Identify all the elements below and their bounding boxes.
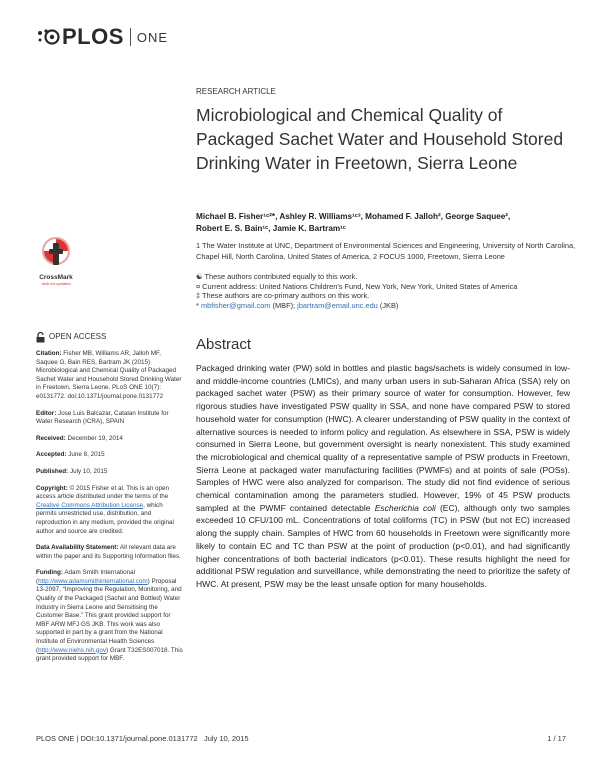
article-type: RESEARCH ARTICLE [196,87,276,96]
footer-journal: PLOS ONE [36,734,75,743]
author-list [196,211,576,235]
note-coprimary: ‡ These authors are co-primary authors on this work. [196,291,370,301]
note-current-address: ¤ Current address: United Nations Children's Fund, New York, New York, United States of America [196,281,518,291]
authors-line-2: Robert E. S. Bain¹ᶜ, Jamie K. Bartram¹ᶜ [196,224,346,233]
equal-mark-icon: ☯ [196,272,205,281]
license-link[interactable]: Creative Commons Attribution License [36,501,144,509]
plos-wordmark [36,24,124,50]
footer-doi: DOI:10.1371/journal.pone.0131772 [80,734,198,743]
abstract-body: Packaged drinking water (PW) sold in bottles and plastic bags/sachets is widely consumed in low- and middle-income countries (LMICs), and many urban users in sub-Saharan Africa (SSA) rely on packaged sachet water (PSW) as their primary source of water for consumption. However, few rigorous studies have investigated PSW quality in SSA, and none have compared PSW to stored household water for consumption (HWC). A clearer understanding of PSW quality in the context of alternative sources is needed to inform policy and regulation. As elsewhere in SSA, PSW is widely consumed in Sierra Leone, but government oversight is nearly nonexistent. This study examined the microbiological and chemical quality of a representative sample of PSW products in Freetown, Sierra Leone at packaged water manufacturing facilities (PWMFs) and at points of sale (POSs). Samples of HWC were also analyzed for comparison. The study did not find evidence of serious chemical contamination among the parameters studied. However, 19% of 45 PSW products sampled at the PWMF contained detectable Escherichia coli (EC), although only two samples exceeded 10 CFU/100 mL. Concentrations of total coliforms (TC) in PSW (but not EC) increased along the supply chain. Samples of HWC from 60 households in Freetown were significantly more likely to contain EC and TC than PSW at the point of production (p<0.01), and had significantly higher concentrations of both bacterial indicators (p<0.01). These results highlight the need for additional PSW regulation and surveillance, while demonstrating the need to prioritize the safety of HWC. At present, PSW may be the least unsafe option for many households. [196,363,570,589]
email-link-2[interactable]: jbartram@email.unc.edu [297,300,378,310]
note-equal-contribution: ☯ These authors contributed equally to this work. [196,272,358,281]
page-number: 1 / 17 [547,734,566,743]
crossmark-label: CrossMark [39,274,73,281]
plos-dots-icon [36,28,62,46]
crossmark-badge[interactable] [36,236,76,286]
abstract-heading: Abstract [196,336,252,353]
published-date: Published: July 10, 2015 [36,467,108,475]
funder-link-1[interactable]: http://www.adamsmithinternational.com [38,577,148,585]
contact-emails: * mbfisher@gmail.com (MBF); jbartram@email.unc.edu (JKB) [196,300,399,310]
logo-suffix: ONE [136,29,169,45]
logo-divider [130,28,131,46]
email-icon: * [196,300,201,310]
received-date: Received: December 19, 2014 [36,434,123,442]
footer-date: July 10, 2015 [203,734,249,743]
accepted-date: Accepted: June 8, 2015 [36,451,105,459]
double-dagger-icon: ‡ [196,291,203,301]
copyright-block: Copyright: © 2015 Fisher et al. This is an open access article distributed under the terms of the Creative Commons Attribution License, which permits unrestricted use, distribution, and reproduction in any medium, provided the original author and source are credited. [36,484,174,535]
open-lock-icon [36,332,45,343]
citation-block: Citation: Fisher MB, Williams AR, Jalloh MF, Saquee G, Bain RES, Bartram JK (2015) Microbiological and Chemical Quality of Packaged Sachet Water and Household Stored Drinking Water in Freetown, Sierra Leone. PLoS ONE 10(7): e0131772. doi:10.1371/journal.pone.0131772 [36,350,182,400]
crossmark-icon [41,236,71,270]
email-link-1[interactable]: mbfisher@gmail.com [200,300,271,310]
open-access-badge: OPEN ACCESS [36,332,184,343]
logo-text: PLOS [62,24,124,49]
address-mark-icon: ¤ [196,281,203,291]
funding-block: Funding: Adam Smith International (http://www.adamsmithinternational.com) Proposal 13-2097, “Improving the Regulation, Monitoring, and Quality of the Packaged (Sachet and Bottled) Water Industry in Sierra Leone and Sensitising the Customer Base.” This grant provided support for MBF ARW MFJ GS JKB. This work was also supported in part by a grant from the National Institute of Environmental Health Sciences (http://www.niehs.nih.gov) Grant T32ES007018. This grant provided support for MBF. [36,569,183,663]
crossmark-sub: click for updates [41,281,71,286]
article-metadata-sidebar [36,332,184,672]
data-availability-block: Data Availability Statement: All relevant data are within the paper and its Supporting Information files. [36,544,181,560]
journal-logo[interactable] [36,24,168,50]
authors-line-1: Michael B. Fisher¹ᶜ²*, Ashley R. Williams¹ᶜ³, Mohamed F. Jalloh², George Saquee², [196,212,511,221]
article-title: Microbiological and Chemical Quality of Packaged Sachet Water and Household Stored Drinking Water in Freetown, Sierra Leone [196,105,564,173]
editor-block: Editor: Jose Luis Balcazar, Catalan Institute for Water Research (ICRA), SPAIN [36,409,169,426]
author-notes [196,272,576,310]
affiliations: 1 The Water Institute at UNC, Department of Environmental Sciences and Engineering, University of North Carolina, Chapel Hill, North Carolina, United States of America, 2 FOCUS 1000, Freetown, Sierra Leone [196,241,576,261]
funder-link-2[interactable]: http://www.niehs.nih.gov [38,646,107,654]
